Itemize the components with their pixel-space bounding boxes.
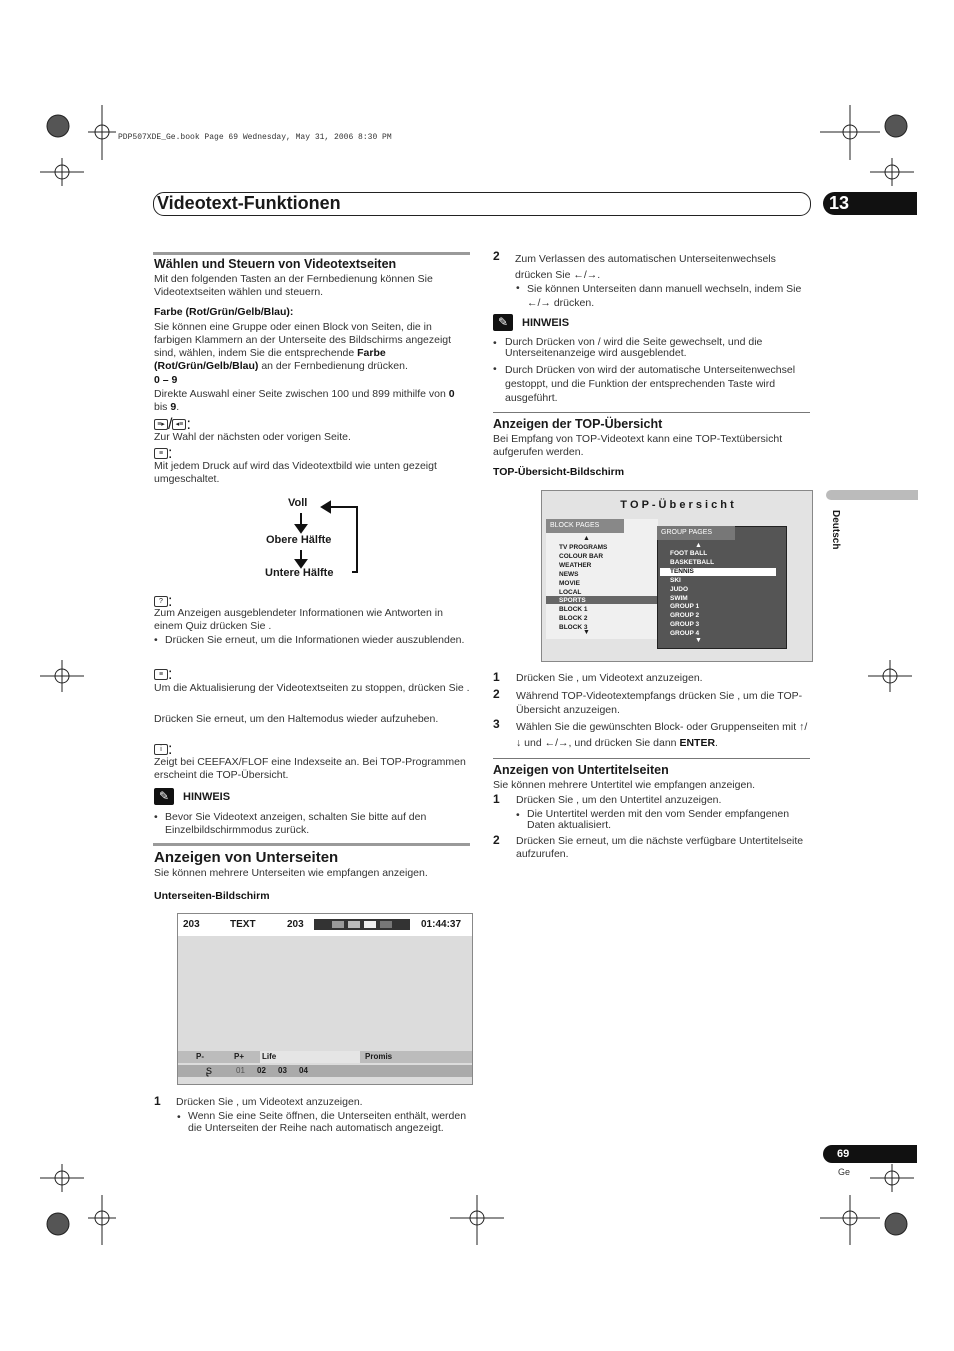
screen-pplus: P+ [234,1052,245,1061]
reveal-icon: ? : [154,593,172,611]
block-item: SPORTS [559,597,586,605]
num-title: 0 – 9 [154,374,178,386]
size-cycle-arrows [290,500,370,580]
block-item: NEWS [559,570,579,578]
note-label: HINWEIS [522,317,570,329]
diag-full: Voll [288,497,308,509]
block-item: BLOCK 1 [559,606,588,614]
top-step3: Wählen Sie die gewünschten Block- oder Gruppenseiten mit ↑/↓ und ←/→, und drücken Sie dann ENTER. [516,721,808,749]
block-item: WEATHER [559,561,592,569]
step2-text: Zum Verlassen des automatischen Unterseitenwechsels drücken Sie ←/→. [515,253,776,281]
group-item: GROUP 4 [670,630,700,638]
subpage-03: 03 [278,1066,287,1075]
section-rule [153,252,470,255]
group-item: TENNIS [670,567,694,575]
step-number: 3 [493,717,500,731]
farbe-title: Farbe (Rot/Grün/Gelb/Blau): [154,306,294,318]
group-item: GROUP 3 [670,621,700,629]
step-number: 1 [493,670,500,684]
bullet-dot: • [493,337,497,349]
group-item: JUDO [670,585,689,593]
screen-life: Life [262,1052,277,1061]
step-number: 2 [493,249,500,263]
sub-step1-bullet: Die Untertitel werden mit den vom Sender empfangenen Daten aktualisiert. [527,808,790,831]
block-list [559,544,607,633]
section-title: Wählen und Steuern von Videotextseiten [154,257,397,271]
screen-promis: Promis [365,1052,393,1061]
hold-icon: ≡ : [154,666,172,684]
chapter-title: Videotext-Funktionen [157,193,341,213]
chapter-number-badge [823,192,917,215]
subpage-04: 04 [299,1066,308,1075]
bullet-dot: • [493,363,497,375]
screen-page2: 203 [287,919,304,930]
bullet-dot: • [154,811,158,823]
diag-lower: Untere Hälfte [265,567,334,579]
color-bar [314,919,410,930]
block-header: BLOCK PAGES [550,522,600,529]
page-lang: Ge [838,1167,851,1177]
step2-bullet: Sie können Unterseiten dann manuell wechseln, indem Sie ←/→ drücken. [527,283,802,309]
num-text: Direkte Auswahl einer Seite zwischen 100 und 899 mithilfe von 0 bis 9. [154,388,455,413]
size-text: Mit jedem Druck auf wird das Videotextbild wie unten gezeigt umgeschaltet. [154,460,437,485]
file-header: PDP507XDE_Ge.book Page 69 Wednesday, May 31, 2006 8:30 PM [118,133,392,142]
step-number: 2 [493,687,500,701]
group-item: GROUP 1 [670,603,700,611]
page-number-badge [823,1145,917,1163]
group-header: GROUP PAGES [661,529,713,536]
subpage-02: 02 [257,1066,266,1075]
bullet-dot: • [177,1111,181,1123]
page-number: 69 [837,1148,850,1160]
group-item: SWIM [670,594,688,602]
top-screen: T O P - Ü b e r s i c h t BLOCK PAGES ▲ TV PROGRAMS COLOUR BAR WEATHER NEWS MOVIE LOCAL SPORTS BLOCK 1 BLOCK 2 BLOCK 3 ▼ GROUP PAGES ▲ FOOT BALL BASKETBALL TENNIS SKI JUDO SWIM GROUP 1 GROUP 2 GROUP 3 GROUP 4 ▼ [541,490,813,662]
subpage-01: 01 [236,1066,245,1075]
page-up-down-icons: ≡▸ / ◂≡ : [154,416,191,434]
note-label: HINWEIS [183,791,231,803]
diag-upper: Obere Hälfte [266,534,332,546]
block-item: MOVIE [559,579,580,587]
section-intro: Mit den folgenden Tasten an der Fernbedienung können Sie Videotextseiten wählen und steuern. [154,273,433,298]
section-rule [493,758,810,759]
side-tab [826,490,918,500]
sub-step2: Drücken Sie erneut, um die nächste verfügbare Untertitelseite aufzurufen. [516,835,804,860]
subpage-bar [178,1065,472,1077]
hold-text: Um die Aktualisierung der Videotextseiten zu stoppen, drücken Sie . [154,682,470,694]
bullet-dot: • [154,634,158,646]
bullet-dot: • [516,809,520,821]
sub-step1: Drücken Sie , um den Untertitel anzuzeigen. [516,794,722,806]
note-text: Bevor Sie Videotext anzeigen, schalten Sie bitte auf den Einzelbildschirmmodus zurück. [165,811,427,836]
screen-pminus: P- [196,1052,204,1061]
section-title: Anzeigen von Unterseiten [154,849,339,866]
note-icon: ✎ [493,314,513,331]
step-number: 1 [154,1094,161,1108]
block-item: COLOUR BAR [559,552,604,560]
note-icon: ✎ [154,788,174,805]
screen-text: TEXT [230,919,256,930]
cycle-icon: ʂ [206,1063,212,1077]
block-item: BLOCK 2 [559,615,588,623]
section-rule [153,843,470,846]
subpage-screen [177,913,473,1085]
hold-text2: Drücken Sie erneut, um den Haltemodus wieder aufzuheben. [154,713,439,725]
note-bullet-1: Durch Drücken von / wird die Seite gewechselt, und die Unterseitenanzeige wird ausgeblendet. [505,336,763,359]
block-item: LOCAL [559,588,582,596]
block-item: BLOCK 3 [559,624,588,632]
reveal-bullet: Drücken Sie erneut, um die Informationen wieder auszublenden. [165,634,465,646]
top-step2: Während TOP-Videotextempfangs drücken Sie , um die TOP-Übersicht anzuzeigen. [516,690,803,716]
screen-page: 203 [183,919,200,930]
top-step1: Drücken Sie , um Videotext anzuzeigen. [516,672,703,684]
section-title: Anzeigen von Untertitelseiten [493,763,669,777]
step-number: 1 [493,792,500,806]
section-rule [493,412,810,413]
block-item: TV PROGRAMS [559,544,608,551]
top-title: T O P - Ü b e r s i c h t [620,499,734,511]
section-intro: Sie können mehrere Unterseiten wie empfangen anzeigen. [154,867,428,879]
reveal-text: Zum Anzeigen ausgeblendeter Informationen wie Antworten in einem Quiz drücken Sie . [154,607,443,632]
bullet-dot: • [516,282,520,294]
updown-text: Zur Wahl der nächsten oder vorigen Seite. [154,431,351,443]
step1-bullet: Wenn Sie eine Seite öffnen, die Unterseiten enthält, werden die Unterseiten der Reihe nach automatisch angezeigt. [188,1110,467,1134]
group-item: BASKETBALL [670,558,715,566]
group-item: FOOT BALL [670,550,708,557]
size-icon: ≡ : [154,445,172,463]
index-icon: i : [154,741,172,759]
step1-text: Drücken Sie , um Videotext anzuzeigen. [176,1096,363,1108]
group-item: GROUP 2 [670,612,700,620]
screen-title: Unterseiten-Bildschirm [154,890,270,902]
index-text: Zeigt bei CEEFAX/FLOF eine Indexseite an. Bei TOP-Programmen erscheint die TOP-Übersicht. [154,756,466,781]
chapter-number: 13 [829,193,850,213]
step-number: 2 [493,833,500,847]
group-item: SKI [670,576,681,584]
note-bullet-2: Durch Drücken von wird der automatische Unterseitenwechsel gestoppt, und die Funktion der entsprechenden Taste wird ausgeführt. [505,364,796,404]
screen-title: TOP-Übersicht-Bildschirm [493,466,625,478]
section-intro: Bei Empfang von TOP-Videotext kann eine TOP-Textübersicht aufgerufen werden. [493,433,783,458]
group-list [670,550,714,639]
section-intro: Sie können mehrere Untertitel wie empfangen anzeigen. [493,779,756,791]
screen-time: 01:44:37 [421,919,462,930]
section-title: Anzeigen der TOP-Übersicht [493,417,663,431]
farbe-text: Sie können eine Gruppe oder einen Block von Seiten, die in farbigen Klammern an der Unterseite des Bildschirms angezeigt sind, wählen, indem Sie die entsprechende Farbe (Rot/Grün/Gelb/Blau) an der Fernbedienung drücken. [154,321,452,372]
side-tab-language: Deutsch [830,510,841,550]
